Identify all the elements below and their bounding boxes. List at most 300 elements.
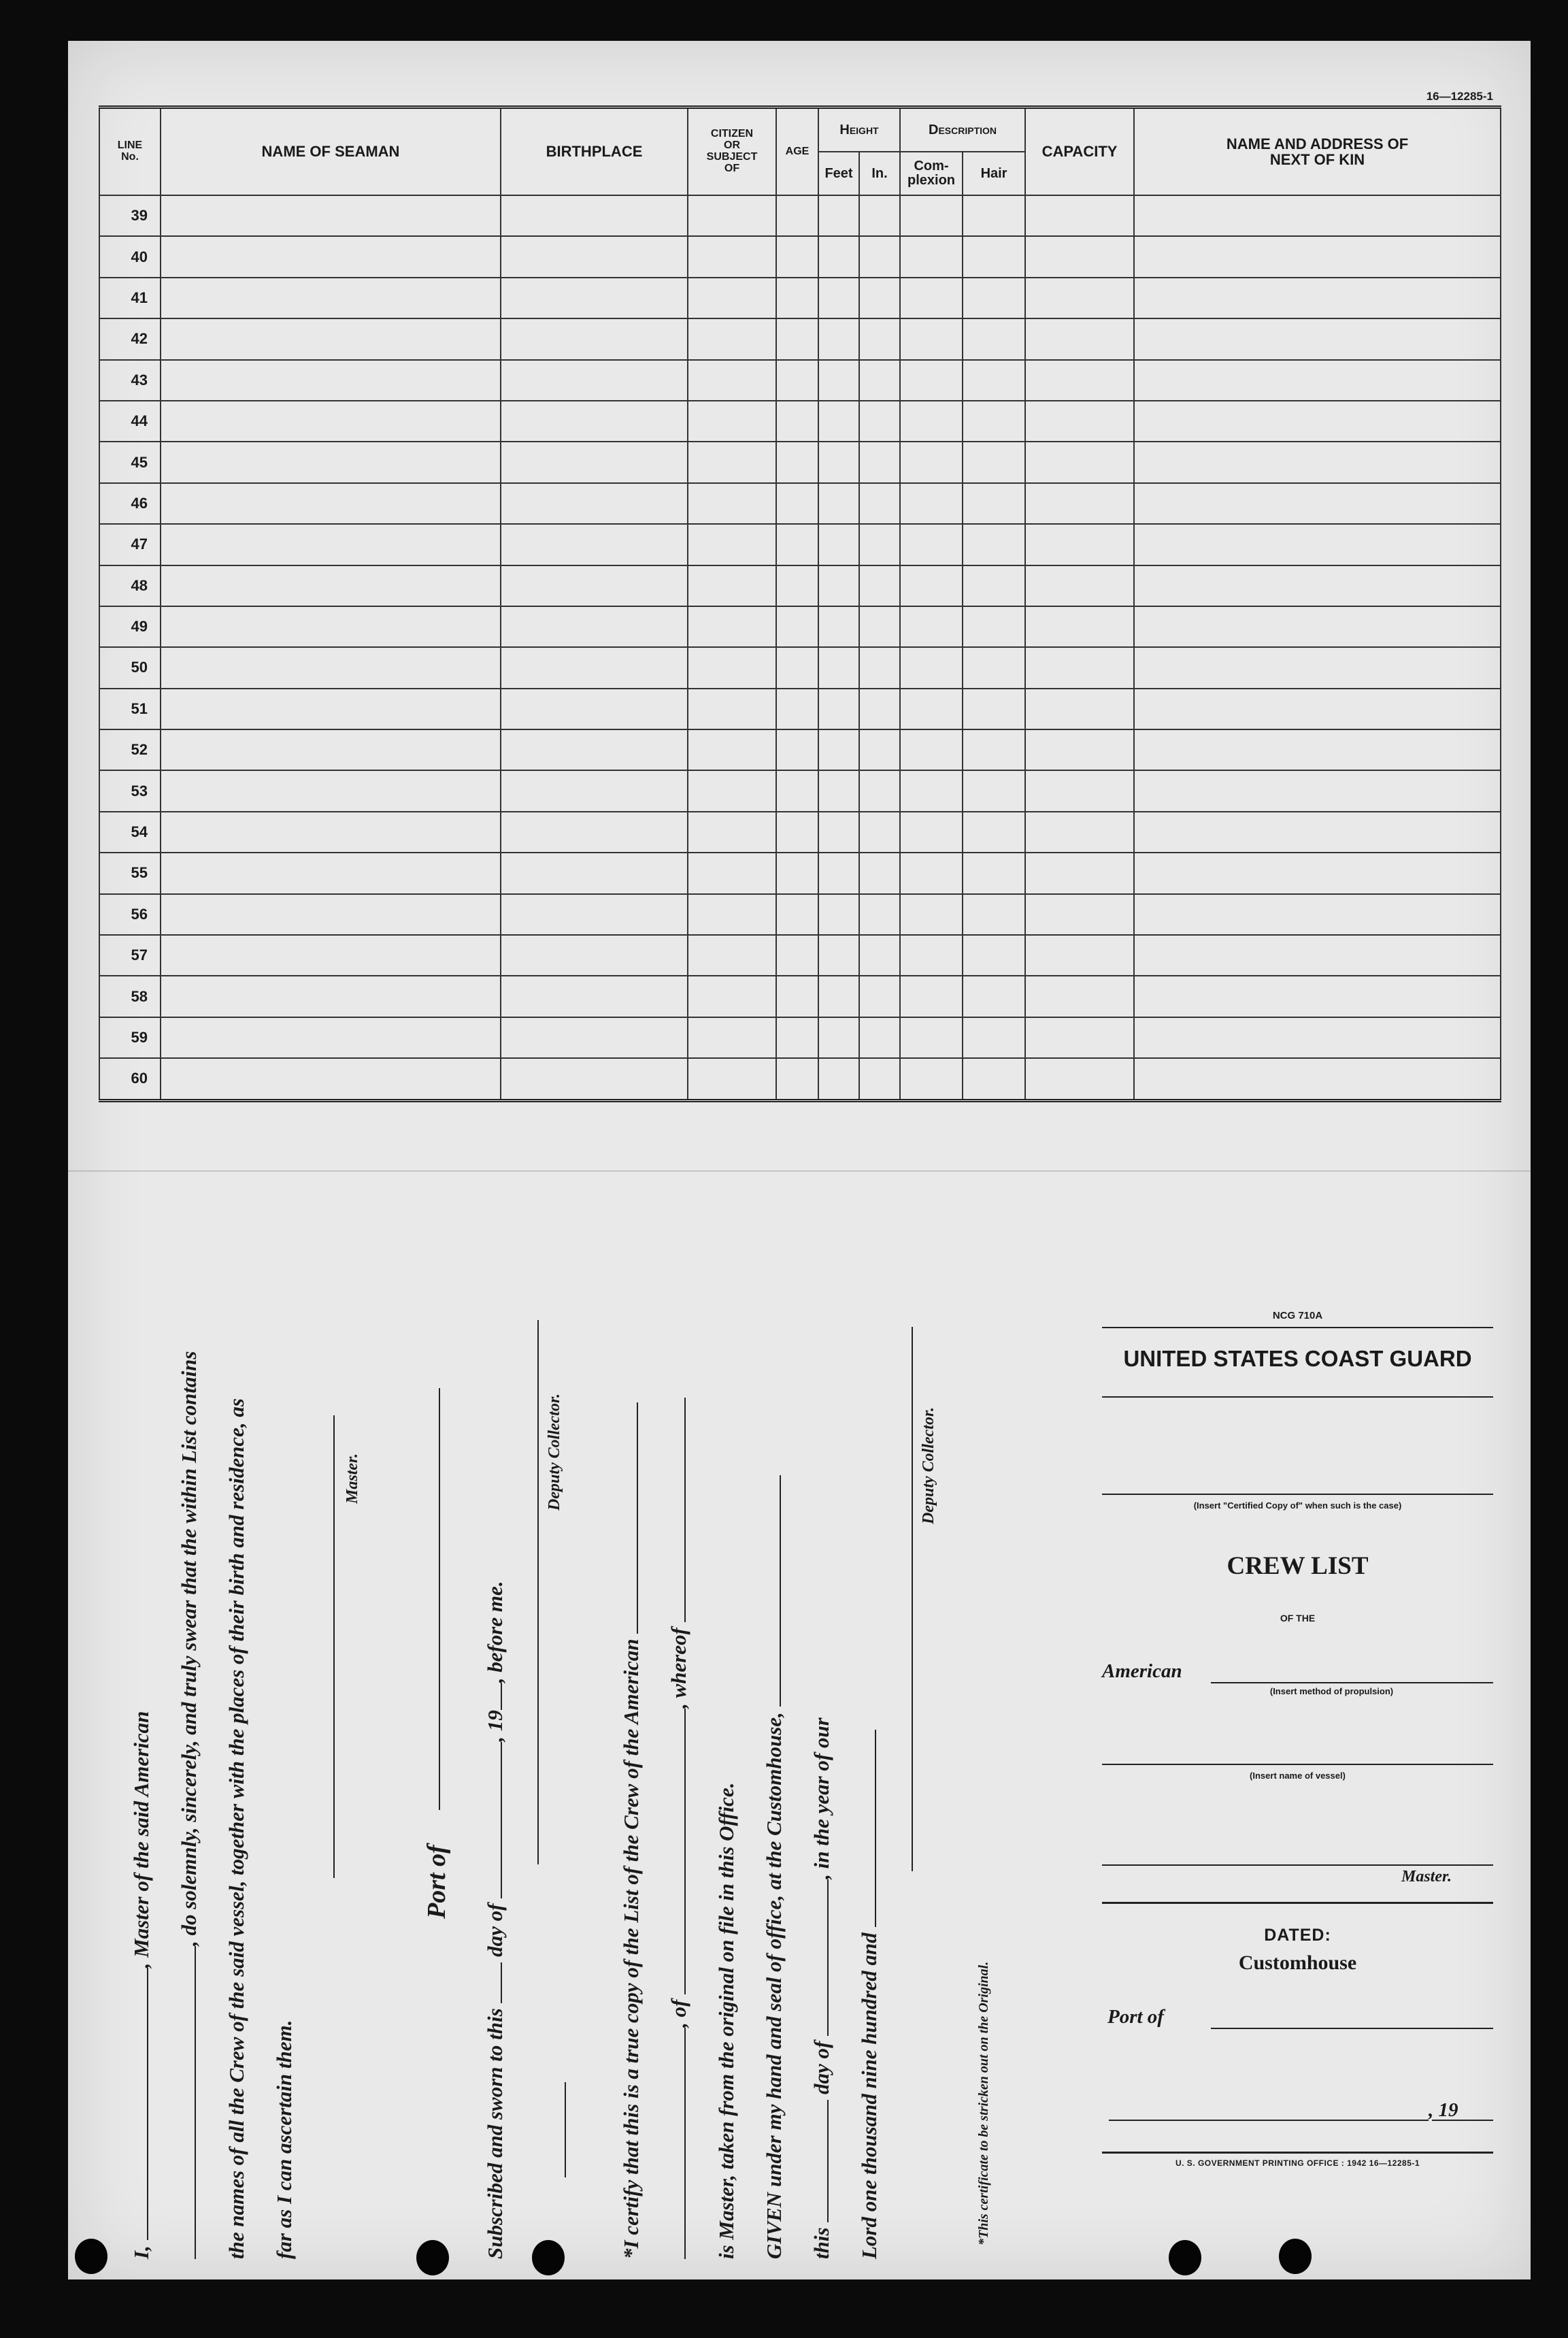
age-cell[interactable] <box>776 689 818 729</box>
birthplace-cell[interactable] <box>501 1017 688 1058</box>
age-cell[interactable] <box>776 976 818 1017</box>
birthplace-cell[interactable] <box>501 935 688 976</box>
name-cell[interactable] <box>161 729 501 770</box>
header-next-of-kin: NAME AND ADDRESS OF NEXT OF KIN <box>1134 108 1501 196</box>
name-cell[interactable] <box>161 606 501 647</box>
given-day-blank[interactable] <box>810 2100 829 2222</box>
next-of-kin-cell[interactable] <box>1134 278 1501 318</box>
next-of-kin-cell[interactable] <box>1134 1017 1501 1058</box>
line-number: 44 <box>99 401 161 442</box>
propulsion-line[interactable] <box>1211 1682 1493 1683</box>
inches-cell[interactable] <box>859 318 900 359</box>
inches-cell[interactable] <box>859 606 900 647</box>
table-row <box>99 483 1501 524</box>
hair-cell[interactable] <box>963 1017 1025 1058</box>
capacity-cell[interactable] <box>1025 195 1134 236</box>
header-inches: In. <box>859 152 900 195</box>
feet-cell[interactable] <box>818 565 859 606</box>
inches-cell[interactable] <box>859 1058 900 1100</box>
birthplace-cell[interactable] <box>501 689 688 729</box>
certify-vessel-2-blank[interactable] <box>667 2028 686 2259</box>
birthplace-cell[interactable] <box>501 894 688 935</box>
line-number: 43 <box>99 360 161 401</box>
complexion-cell[interactable] <box>900 401 963 442</box>
next-of-kin-cell[interactable] <box>1134 483 1501 524</box>
birthplace-cell[interactable] <box>501 976 688 1017</box>
birthplace-cell[interactable] <box>501 729 688 770</box>
hair-cell[interactable] <box>963 976 1025 1017</box>
inches-cell[interactable] <box>859 401 900 442</box>
next-of-kin-cell[interactable] <box>1134 853 1501 893</box>
seaman-name-blank[interactable] <box>129 1968 148 2240</box>
citizen-cell[interactable] <box>688 729 776 770</box>
cover-of-the: OF THE <box>1280 1613 1316 1624</box>
birthplace-cell[interactable] <box>501 483 688 524</box>
name-cell[interactable] <box>161 647 501 688</box>
header-description: Description <box>900 108 1025 152</box>
subscribed-month-blank[interactable] <box>483 1742 502 1898</box>
hair-cell[interactable] <box>963 565 1025 606</box>
capacity-cell[interactable] <box>1025 401 1134 442</box>
next-of-kin-cell[interactable] <box>1134 606 1501 647</box>
age-cell[interactable] <box>776 770 818 811</box>
hair-cell[interactable] <box>963 812 1025 853</box>
hair-cell[interactable] <box>963 483 1025 524</box>
complexion-cell[interactable] <box>900 442 963 482</box>
inches-cell[interactable] <box>859 770 900 811</box>
table-row <box>99 976 1501 1017</box>
feet-cell[interactable] <box>818 318 859 359</box>
hair-cell[interactable] <box>963 1058 1025 1100</box>
inches-cell[interactable] <box>859 1017 900 1058</box>
line-number: 53 <box>99 770 161 811</box>
name-cell[interactable] <box>161 1058 501 1100</box>
table-row <box>99 812 1501 853</box>
complexion-cell[interactable] <box>900 935 963 976</box>
table-row <box>99 853 1501 893</box>
name-cell[interactable] <box>161 195 501 236</box>
age-cell[interactable] <box>776 524 818 565</box>
citizen-cell[interactable] <box>688 236 776 277</box>
name-cell[interactable] <box>161 278 501 318</box>
age-cell[interactable] <box>776 935 818 976</box>
feet-cell[interactable] <box>818 689 859 729</box>
citizen-cell[interactable] <box>688 318 776 359</box>
next-of-kin-cell[interactable] <box>1134 401 1501 442</box>
capacity-cell[interactable] <box>1025 1058 1134 1100</box>
next-of-kin-cell[interactable] <box>1134 935 1501 976</box>
punch-hole <box>1279 2239 1312 2274</box>
line-number: 59 <box>99 1017 161 1058</box>
complexion-cell[interactable] <box>900 195 963 236</box>
name-cell[interactable] <box>161 853 501 893</box>
birthplace-cell[interactable] <box>501 278 688 318</box>
age-cell[interactable] <box>776 278 818 318</box>
capacity-cell[interactable] <box>1025 524 1134 565</box>
fold-line <box>68 1170 1531 1172</box>
complexion-cell[interactable] <box>900 1058 963 1100</box>
inches-cell[interactable] <box>859 483 900 524</box>
feet-cell[interactable] <box>818 483 859 524</box>
age-cell[interactable] <box>776 318 818 359</box>
age-cell[interactable] <box>776 853 818 893</box>
line-number: 47 <box>99 524 161 565</box>
feet-cell[interactable] <box>818 647 859 688</box>
complexion-cell[interactable] <box>900 647 963 688</box>
inches-cell[interactable] <box>859 442 900 482</box>
master-name-line[interactable] <box>1102 1864 1493 1866</box>
feet-cell[interactable] <box>818 401 859 442</box>
birthplace-cell[interactable] <box>501 647 688 688</box>
subscribed-year-blank[interactable] <box>483 1683 502 1710</box>
punch-hole <box>532 2240 565 2275</box>
feet-cell[interactable] <box>818 729 859 770</box>
lord-line: Lord one thousand nine hundred and <box>857 1730 882 2259</box>
next-of-kin-cell[interactable] <box>1134 976 1501 1017</box>
citizen-cell[interactable] <box>688 812 776 853</box>
hair-cell[interactable] <box>963 360 1025 401</box>
deputy-collector-1-line[interactable] <box>537 1320 539 1864</box>
complexion-cell[interactable] <box>900 565 963 606</box>
hair-cell[interactable] <box>963 524 1025 565</box>
table-row <box>99 278 1501 318</box>
table-row <box>99 236 1501 277</box>
cover-year-line[interactable] <box>1432 2120 1493 2121</box>
cover-bottom-rule <box>1102 2152 1493 2154</box>
citizen-cell[interactable] <box>688 278 776 318</box>
name-cell[interactable] <box>161 318 501 359</box>
next-of-kin-cell[interactable] <box>1134 360 1501 401</box>
capacity-cell[interactable] <box>1025 770 1134 811</box>
capacity-cell[interactable] <box>1025 1017 1134 1058</box>
feet-cell[interactable] <box>818 976 859 1017</box>
capacity-cell[interactable] <box>1025 729 1134 770</box>
age-cell[interactable] <box>776 401 818 442</box>
citizen-cell[interactable] <box>688 689 776 729</box>
citizen-cell[interactable] <box>688 483 776 524</box>
next-of-kin-cell[interactable] <box>1134 894 1501 935</box>
line-number: 51 <box>99 689 161 729</box>
age-cell[interactable] <box>776 729 818 770</box>
hair-cell[interactable] <box>963 401 1025 442</box>
age-cell[interactable] <box>776 483 818 524</box>
inches-cell[interactable] <box>859 853 900 893</box>
capacity-cell[interactable] <box>1025 647 1134 688</box>
citizen-cell[interactable] <box>688 935 776 976</box>
complexion-cell[interactable] <box>900 729 963 770</box>
line-number: 39 <box>99 195 161 236</box>
citizen-cell[interactable] <box>688 1058 776 1100</box>
birthplace-cell[interactable] <box>501 853 688 893</box>
feet-cell[interactable] <box>818 770 859 811</box>
feet-cell[interactable] <box>818 278 859 318</box>
name-cell[interactable] <box>161 935 501 976</box>
birthplace-cell[interactable] <box>501 401 688 442</box>
birthplace-cell[interactable] <box>501 812 688 853</box>
feet-cell[interactable] <box>818 524 859 565</box>
capacity-cell[interactable] <box>1025 689 1134 729</box>
capacity-cell[interactable] <box>1025 853 1134 893</box>
hair-cell[interactable] <box>963 195 1025 236</box>
next-of-kin-cell[interactable] <box>1134 689 1501 729</box>
age-cell[interactable] <box>776 647 818 688</box>
birthplace-cell[interactable] <box>501 318 688 359</box>
port-of-label: Port of <box>422 1845 451 1919</box>
age-cell[interactable] <box>776 606 818 647</box>
line-number: 58 <box>99 976 161 1017</box>
port-of-line[interactable] <box>439 1388 440 1810</box>
line-number: 56 <box>99 894 161 935</box>
complexion-cell[interactable] <box>900 606 963 647</box>
name-cell[interactable] <box>161 442 501 482</box>
age-cell[interactable] <box>776 565 818 606</box>
hair-cell[interactable] <box>963 894 1025 935</box>
certify-port-blank[interactable] <box>667 1709 686 1994</box>
cover-insert-certified: (Insert "Certified Copy of" when such is the case) <box>1193 1500 1402 1511</box>
next-of-kin-cell[interactable] <box>1134 565 1501 606</box>
citizen-cell[interactable] <box>688 565 776 606</box>
customhouse-blank[interactable] <box>762 1475 781 1707</box>
next-of-kin-cell[interactable] <box>1134 236 1501 277</box>
hair-cell[interactable] <box>963 770 1025 811</box>
feet-cell[interactable] <box>818 236 859 277</box>
line-number: 57 <box>99 935 161 976</box>
inches-cell[interactable] <box>859 729 900 770</box>
complexion-cell[interactable] <box>900 483 963 524</box>
hair-cell[interactable] <box>963 935 1025 976</box>
crew-table <box>99 105 1501 1102</box>
name-cell[interactable] <box>161 812 501 853</box>
hair-cell[interactable] <box>963 853 1025 893</box>
inches-cell[interactable] <box>859 360 900 401</box>
next-of-kin-cell[interactable] <box>1134 729 1501 770</box>
feet-cell[interactable] <box>818 442 859 482</box>
crew-rows <box>99 195 1501 1100</box>
citizen-cell[interactable] <box>688 401 776 442</box>
cover-date-line[interactable] <box>1109 2120 1429 2121</box>
birthplace-cell[interactable] <box>501 360 688 401</box>
capacity-cell[interactable] <box>1025 565 1134 606</box>
capacity-cell[interactable] <box>1025 278 1134 318</box>
capacity-cell[interactable] <box>1025 360 1134 401</box>
hair-cell[interactable] <box>963 606 1025 647</box>
deputy-collector-2-label: Deputy Collector. <box>920 1407 937 1524</box>
header-capacity: CAPACITY <box>1025 108 1134 196</box>
complexion-cell[interactable] <box>900 318 963 359</box>
next-of-kin-cell[interactable] <box>1134 1058 1501 1100</box>
header-birthplace: BIRTHPLACE <box>501 108 688 196</box>
line-number: 40 <box>99 236 161 277</box>
deputy-collector-2-line[interactable] <box>912 1327 913 1871</box>
birthplace-cell[interactable] <box>501 524 688 565</box>
feet-cell[interactable] <box>818 1017 859 1058</box>
citizen-cell[interactable] <box>688 1017 776 1058</box>
capacity-cell[interactable] <box>1025 812 1134 853</box>
name-cell[interactable] <box>161 894 501 935</box>
complexion-cell[interactable] <box>900 1017 963 1058</box>
name-cell[interactable] <box>161 689 501 729</box>
complexion-cell[interactable] <box>900 976 963 1017</box>
header-citizen: CITIZEN OR SUBJECT OF <box>688 108 776 196</box>
birthplace-cell[interactable] <box>501 565 688 606</box>
certify-master-blank[interactable] <box>667 1398 686 1622</box>
age-cell[interactable] <box>776 1058 818 1100</box>
complexion-cell[interactable] <box>900 894 963 935</box>
line-number: 60 <box>99 1058 161 1100</box>
next-of-kin-cell[interactable] <box>1134 770 1501 811</box>
citizen-cell[interactable] <box>688 647 776 688</box>
given-month-blank[interactable] <box>810 1879 829 2036</box>
table-row <box>99 935 1501 976</box>
feet-cell[interactable] <box>818 195 859 236</box>
next-of-kin-cell[interactable] <box>1134 195 1501 236</box>
header-feet: Feet <box>818 152 859 195</box>
name-cell[interactable] <box>161 524 501 565</box>
header-hair: Hair <box>963 152 1025 195</box>
next-of-kin-cell[interactable] <box>1134 647 1501 688</box>
cover-customhouse: Customhouse <box>1238 1952 1357 1974</box>
citizen-cell[interactable] <box>688 524 776 565</box>
name-cell[interactable] <box>161 1017 501 1058</box>
age-cell[interactable] <box>776 894 818 935</box>
cover-agency: UNITED STATES COAST GUARD <box>1123 1346 1472 1371</box>
age-cell[interactable] <box>776 812 818 853</box>
cover-dated: DATED: <box>1264 1926 1331 1945</box>
certify-vessel-blank[interactable] <box>619 1402 638 1634</box>
citizen-cell[interactable] <box>688 442 776 482</box>
citizen-cell[interactable] <box>688 770 776 811</box>
citizen-cell[interactable] <box>688 606 776 647</box>
hair-cell[interactable] <box>963 278 1025 318</box>
feet-cell[interactable] <box>818 1058 859 1100</box>
feet-cell[interactable] <box>818 894 859 935</box>
table-row <box>99 770 1501 811</box>
inches-cell[interactable] <box>859 812 900 853</box>
name-cell[interactable] <box>161 483 501 524</box>
header-age: AGE <box>776 108 818 196</box>
feet-cell[interactable] <box>818 360 859 401</box>
capacity-cell[interactable] <box>1025 236 1134 277</box>
hair-cell[interactable] <box>963 236 1025 277</box>
hair-cell[interactable] <box>963 318 1025 359</box>
inches-cell[interactable] <box>859 976 900 1017</box>
complexion-cell[interactable] <box>900 360 963 401</box>
age-cell[interactable] <box>776 236 818 277</box>
age-cell[interactable] <box>776 442 818 482</box>
capacity-cell[interactable] <box>1025 318 1134 359</box>
feet-cell[interactable] <box>818 935 859 976</box>
birthplace-cell[interactable] <box>501 442 688 482</box>
complexion-cell[interactable] <box>900 770 963 811</box>
vessel-name-blank[interactable] <box>177 1946 196 2259</box>
table-row <box>99 1017 1501 1058</box>
master-signature-line[interactable] <box>333 1415 335 1878</box>
complexion-cell[interactable] <box>900 689 963 729</box>
capacity-cell[interactable] <box>1025 894 1134 935</box>
header-line-no: LINE No. <box>99 108 161 196</box>
citizen-cell[interactable] <box>688 360 776 401</box>
cover-port-line[interactable] <box>1211 2028 1493 2029</box>
line-number: 49 <box>99 606 161 647</box>
next-of-kin-cell[interactable] <box>1134 442 1501 482</box>
citizen-cell[interactable] <box>688 976 776 1017</box>
subscribed-day-blank[interactable] <box>483 1962 502 2003</box>
age-cell[interactable] <box>776 1017 818 1058</box>
inches-cell[interactable] <box>859 236 900 277</box>
cover-title: CREW LIST <box>1227 1552 1369 1580</box>
complexion-cell[interactable] <box>900 524 963 565</box>
capacity-cell[interactable] <box>1025 606 1134 647</box>
inches-cell[interactable] <box>859 894 900 935</box>
table-row <box>99 524 1501 565</box>
subscribed-line: Subscribed and sworn to this day of , 19, before me. <box>483 1581 507 2259</box>
complexion-cell[interactable] <box>900 236 963 277</box>
inches-cell[interactable] <box>859 195 900 236</box>
birthplace-cell[interactable] <box>501 236 688 277</box>
name-cell[interactable] <box>161 565 501 606</box>
feet-cell[interactable] <box>818 853 859 893</box>
capacity-cell[interactable] <box>1025 483 1134 524</box>
hair-cell[interactable] <box>963 729 1025 770</box>
next-of-kin-cell[interactable] <box>1134 524 1501 565</box>
inches-cell[interactable] <box>859 565 900 606</box>
certify-line-2: , of , whereof <box>667 1398 691 2259</box>
birthplace-cell[interactable] <box>501 1058 688 1100</box>
hair-cell[interactable] <box>963 647 1025 688</box>
citizen-cell[interactable] <box>688 894 776 935</box>
feet-cell[interactable] <box>818 606 859 647</box>
citizen-cell[interactable] <box>688 195 776 236</box>
citizen-cell[interactable] <box>688 853 776 893</box>
birthplace-cell[interactable] <box>501 195 688 236</box>
inches-cell[interactable] <box>859 689 900 729</box>
capacity-cell[interactable] <box>1025 935 1134 976</box>
header-name-of-seaman: NAME OF SEAMAN <box>161 108 501 196</box>
capacity-cell[interactable] <box>1025 976 1134 1017</box>
complexion-cell[interactable] <box>900 278 963 318</box>
punch-hole <box>75 2239 107 2274</box>
name-cell[interactable] <box>161 236 501 277</box>
oath-line-2: , do solemnly, sincerely, and truly swear that the within List contains <box>177 1351 201 2259</box>
inches-cell[interactable] <box>859 278 900 318</box>
birthplace-cell[interactable] <box>501 606 688 647</box>
name-cell[interactable] <box>161 401 501 442</box>
complexion-cell[interactable] <box>900 812 963 853</box>
inches-cell[interactable] <box>859 647 900 688</box>
name-cell[interactable] <box>161 770 501 811</box>
certified-copy-line[interactable] <box>1102 1494 1493 1495</box>
name-cell[interactable] <box>161 976 501 1017</box>
feet-cell[interactable] <box>818 812 859 853</box>
capacity-cell[interactable] <box>1025 442 1134 482</box>
age-cell[interactable] <box>776 195 818 236</box>
hair-cell[interactable] <box>963 442 1025 482</box>
hair-cell[interactable] <box>963 689 1025 729</box>
age-cell[interactable] <box>776 360 818 401</box>
name-cell[interactable] <box>161 360 501 401</box>
birthplace-cell[interactable] <box>501 770 688 811</box>
vessel-name-line[interactable] <box>1102 1764 1493 1765</box>
inches-cell[interactable] <box>859 524 900 565</box>
given-year-blank[interactable] <box>857 1730 876 1927</box>
table-row <box>99 360 1501 401</box>
punch-hole <box>1169 2240 1201 2275</box>
next-of-kin-cell[interactable] <box>1134 318 1501 359</box>
complexion-cell[interactable] <box>900 853 963 893</box>
form-number: 16—12285-1 <box>1426 90 1493 103</box>
inches-cell[interactable] <box>859 935 900 976</box>
next-of-kin-cell[interactable] <box>1134 812 1501 853</box>
